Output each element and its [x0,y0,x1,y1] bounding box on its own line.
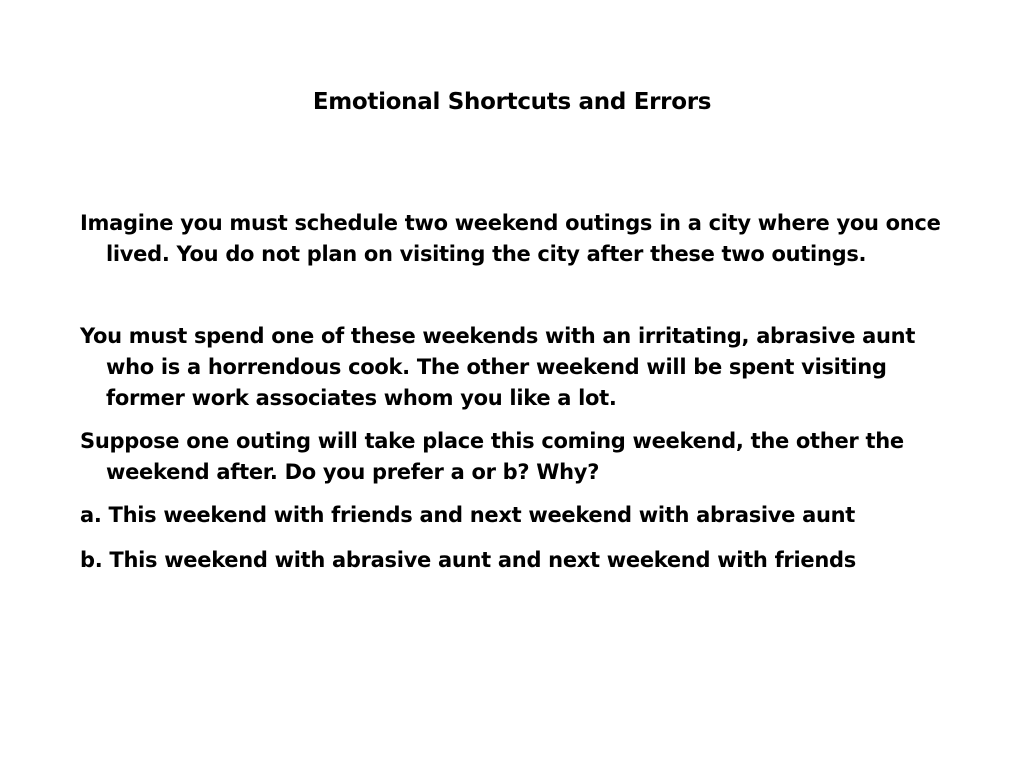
paragraph-question: Suppose one outing will take place this coming weekend, the other the weekend after. Do you prefer a or b? Why? [80,429,904,484]
slide-title: Emotional Shortcuts and Errors [312,89,712,115]
paragraph-weekends: You must spend one of these weekends with an irritating, abrasive aunt who is a horrendous cook. The other weekend will be spent visiting former work associates whom you like a lot. [80,324,916,410]
option-a: a. This weekend with friends and next weekend with abrasive aunt [80,503,856,527]
slide-body [80,208,960,576]
option-b: b. This weekend with abrasive aunt and next weekend with friends [80,548,856,572]
paragraph-scenario: Imagine you must schedule two weekend outings in a city where you once lived. You do not plan on visiting the city after these two outings. [80,211,941,266]
